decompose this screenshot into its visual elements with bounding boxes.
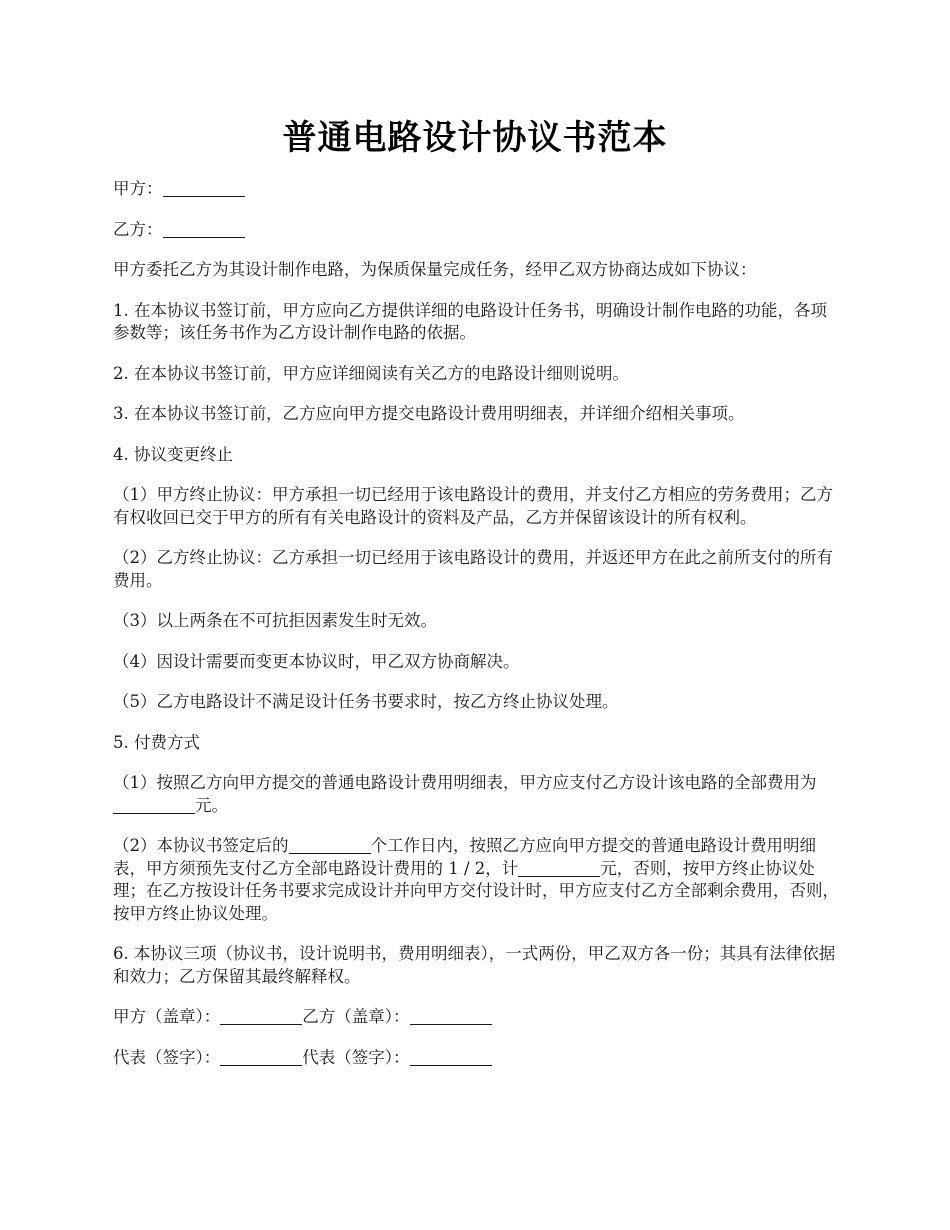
total-fee-blank <box>113 797 195 814</box>
sign-b-blank <box>410 1049 492 1066</box>
clause-5-2-text-b: 个工作日内，按照乙方应向甲方提交的普通电路设计费用明细表，甲方须预先支付乙方全部电路设计费用的 1 / 2，计 <box>113 836 816 878</box>
clause-2: 2. 在本协议书签订前，甲方应详细阅读有关乙方的电路设计细则说明。 <box>113 363 629 383</box>
clause-3: 3. 在本协议书签订前，乙方应向甲方提交电路设计费用明细表，并详细介绍相关事项。 <box>113 404 745 423</box>
sign-b-label: 代表（签字）： <box>302 1047 410 1067</box>
clause-5-1-text-b: 元。 <box>195 795 228 815</box>
clause-5-1-text-a: （1）按照乙方向甲方提交的普通电路设计费用明细表，甲方应支付乙方设计该电路的全部费用为 <box>113 773 817 792</box>
seal-line <box>113 1006 843 1029</box>
clause-4-2: （2）乙方终止协议：乙方承担一切已经用于该电路设计的费用，并返还甲方在此之前所支付的所有费用。 <box>113 548 833 590</box>
clause-5-2-text-a: （2）本协议书签定后的 <box>113 836 289 855</box>
document-body <box>113 178 843 1087</box>
document-title: 普通电路设计协议书范本 <box>282 118 668 158</box>
party-a-blank <box>163 180 245 197</box>
clause-4-heading: 4. 协议变更终止 <box>113 444 233 464</box>
clause-4-3: （3）以上两条在不可抗拒因素发生时无效。 <box>113 611 437 630</box>
sign-a-label: 代表（签字）： <box>113 1047 221 1067</box>
intro-paragraph: 甲方委托乙方为其设计制作电路，为保质保量完成任务，经甲乙双方协商达成如下协议： <box>113 260 757 279</box>
sign-a-blank <box>220 1049 302 1066</box>
clause-4-1: （1）甲方终止协议：甲方承担一切已经用于该电路设计的费用，并支付乙方相应的劳务费用；乙方有权收回已交于甲方的所有有关电路设计的资料及产品，乙方并保留该设计的所有权利。 <box>113 485 833 527</box>
workdays-blank <box>289 837 371 854</box>
clause-5-2-text-c: 元，否则，按甲方终止协议处理；在乙方按设计任务书要求完成设计并向甲方交付设计时，甲方应支付乙方全部剩余费用，否则，按甲方终止协议处理。 <box>113 858 839 923</box>
seal-b-label: 乙方（盖章）： <box>302 1007 410 1026</box>
party-b-blank <box>163 221 245 238</box>
signature-line <box>113 1047 843 1070</box>
clause-5-heading: 5. 付费方式 <box>113 732 200 752</box>
clause-4-4: （4）因设计需要而变更本协议时，甲乙双方协商解决。 <box>113 651 520 671</box>
clause-5-1 <box>113 772 843 817</box>
party-b-label: 乙方： <box>113 219 163 239</box>
clause-5-2 <box>113 835 843 925</box>
prepay-amount-blank <box>518 860 600 877</box>
seal-a-label: 甲方（盖章）： <box>113 1007 221 1026</box>
seal-b-blank <box>410 1008 492 1025</box>
clause-6: 6. 本协议三项（协议书，设计说明书，费用明细表），一式两份，甲乙双方各一份；其具有法律依据和效力；乙方保留其最终解释权。 <box>113 944 836 986</box>
seal-a-blank <box>220 1008 302 1025</box>
party-b-line <box>113 219 843 242</box>
clause-1: 1. 在本协议书签订前，甲方应向乙方提供详细的电路设计任务书，明确设计制作电路的功能，各项参数等；该任务书作为乙方设计制作电路的依据。 <box>113 300 827 342</box>
party-a-label: 甲方： <box>113 179 163 198</box>
clause-4-5: （5）乙方电路设计不满足设计任务书要求时，按乙方终止协议处理。 <box>113 692 619 711</box>
party-a-line <box>113 178 843 201</box>
